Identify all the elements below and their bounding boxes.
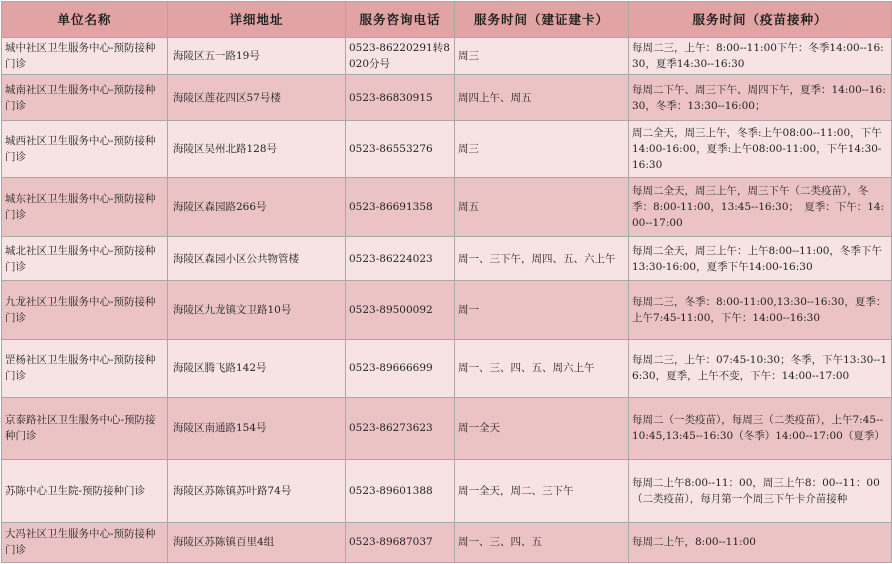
header-phone: 服务咨询电话 <box>346 2 455 38</box>
vaccine-time: 每周二上午，8:00--11:00 <box>629 522 892 562</box>
card-time: 周五 <box>455 178 629 237</box>
table-row <box>2 178 892 237</box>
vaccine-time: 每周二全天，周三上午，周三下午（二类疫苗），冬季：8:00-11:00，13:45--16:30； 夏季：下午：14:00--17:00 <box>629 178 892 237</box>
clinic-name: 城北社区卫生服务中心-预防接种门诊 <box>2 237 168 281</box>
clinic-name: 苏陈中心卫生院-预防接种门诊 <box>2 459 168 522</box>
table-row <box>2 339 892 397</box>
table-row <box>2 281 892 339</box>
card-time: 周一、三下午，周四、五、六上午 <box>455 237 629 281</box>
vaccine-time: 每周二下午、周三下午、周四下午，夏季：14:00--16:30，冬季：13:30--16:00； <box>629 75 892 121</box>
card-time: 周一 <box>455 281 629 339</box>
clinic-name: 城中社区卫生服务中心-预防接种门诊 <box>2 38 168 75</box>
vaccine-time: 每周二上午8:00--11：00，周三上午8：00--11：00（二类疫苗），每月第一个周三下午卡介苗接种 <box>629 459 892 522</box>
vaccine-time: 周二全天，周三上午，冬季:上午08:00--11:00，下午14:00-16:00，夏季:上午08:00-11:00，下午14:30-16:30 <box>629 121 892 178</box>
clinic-phone: 0523-86830915 <box>346 75 455 121</box>
header-address: 详细地址 <box>168 2 346 38</box>
table-row <box>2 75 892 121</box>
vaccine-time: 每周二三，冬季：8:00-11:00,13:30--16:30，夏季：上午7:45-11:00，下午：14:00--16:30 <box>629 281 892 339</box>
vaccine-time: 每周二三，上午：07:45-10:30；冬季，下午13:30--16:30，夏季，上午不变，下午：14:00--17:00 <box>629 339 892 397</box>
card-time: 周一、三、四、五、周六上午 <box>455 339 629 397</box>
clinic-phone: 0523-89500092 <box>346 281 455 339</box>
clinic-address: 海陵区森园路266号 <box>168 178 346 237</box>
card-time: 周四上午、周五 <box>455 75 629 121</box>
clinic-phone: 0523-86220291转8020分号 <box>346 38 455 75</box>
card-time: 周三 <box>455 38 629 75</box>
clinic-address: 海陵区南通路154号 <box>168 397 346 459</box>
clinic-phone: 0523-86691358 <box>346 178 455 237</box>
clinic-phone: 0523-86224023 <box>346 237 455 281</box>
clinic-name: 大冯社区卫生服务中心-预防接种门诊 <box>2 522 168 562</box>
card-time: 周一全天 <box>455 397 629 459</box>
table-row <box>2 121 892 178</box>
header-card-time: 服务时间（建证建卡） <box>455 2 629 38</box>
header-vaccine-time: 服务时间（疫苗接种） <box>629 2 892 38</box>
card-time: 周一全天，周二、三下午 <box>455 459 629 522</box>
clinic-address: 海陵区森园小区公共物管楼 <box>168 237 346 281</box>
clinic-name: 罡杨社区卫生服务中心-预防接种门诊 <box>2 339 168 397</box>
clinic-address: 海陵区五一路19号 <box>168 38 346 75</box>
clinic-name: 京泰路社区卫生服务中心-预防接种门诊 <box>2 397 168 459</box>
header-name: 单位名称 <box>2 2 168 38</box>
clinic-address: 海陵区腾飞路142号 <box>168 339 346 397</box>
clinic-phone: 0523-86273623 <box>346 397 455 459</box>
clinic-address: 海陵区吴州北路128号 <box>168 121 346 178</box>
header-row <box>2 2 892 38</box>
table-row <box>2 459 892 522</box>
clinic-name: 城西社区卫生服务中心-预防接种门诊 <box>2 121 168 178</box>
clinic-phone: 0523-89687037 <box>346 522 455 562</box>
clinic-name: 九龙社区卫生服务中心-预防接种门诊 <box>2 281 168 339</box>
clinic-table <box>1 1 892 563</box>
card-time: 周一、三、四、五 <box>455 522 629 562</box>
vaccine-time: 每周二（一类疫苗），每周三（二类疫苗），上午7:45--10:45,13:45--16:30（冬季）14:00--17:00（夏季） <box>629 397 892 459</box>
vaccine-time: 每周二全天，周三上午：上午8:00--11:00，冬季下午13:30-16:00，夏季下午14:00-16:30 <box>629 237 892 281</box>
clinic-phone: 0523-89601388 <box>346 459 455 522</box>
clinic-name: 城南社区卫生服务中心-预防接种门诊 <box>2 75 168 121</box>
clinic-address: 海陵区苏陈镇苏叶路74号 <box>168 459 346 522</box>
table-row <box>2 397 892 459</box>
clinic-phone: 0523-86553276 <box>346 121 455 178</box>
clinic-address: 海陵区莲花四区57号楼 <box>168 75 346 121</box>
table-row <box>2 38 892 75</box>
clinic-phone: 0523-89666699 <box>346 339 455 397</box>
vaccine-time: 每周二三，上午：8:00--11:00下午：冬季14:00--16:30，夏季14:30--16:30 <box>629 38 892 75</box>
card-time: 周三 <box>455 121 629 178</box>
clinic-name: 城东社区卫生服务中心-预防接种门诊 <box>2 178 168 237</box>
table-row <box>2 237 892 281</box>
table-row <box>2 522 892 562</box>
clinic-address: 海陵区九龙镇文卫路10号 <box>168 281 346 339</box>
clinic-address: 海陵区苏陈镇百里4组 <box>168 522 346 562</box>
